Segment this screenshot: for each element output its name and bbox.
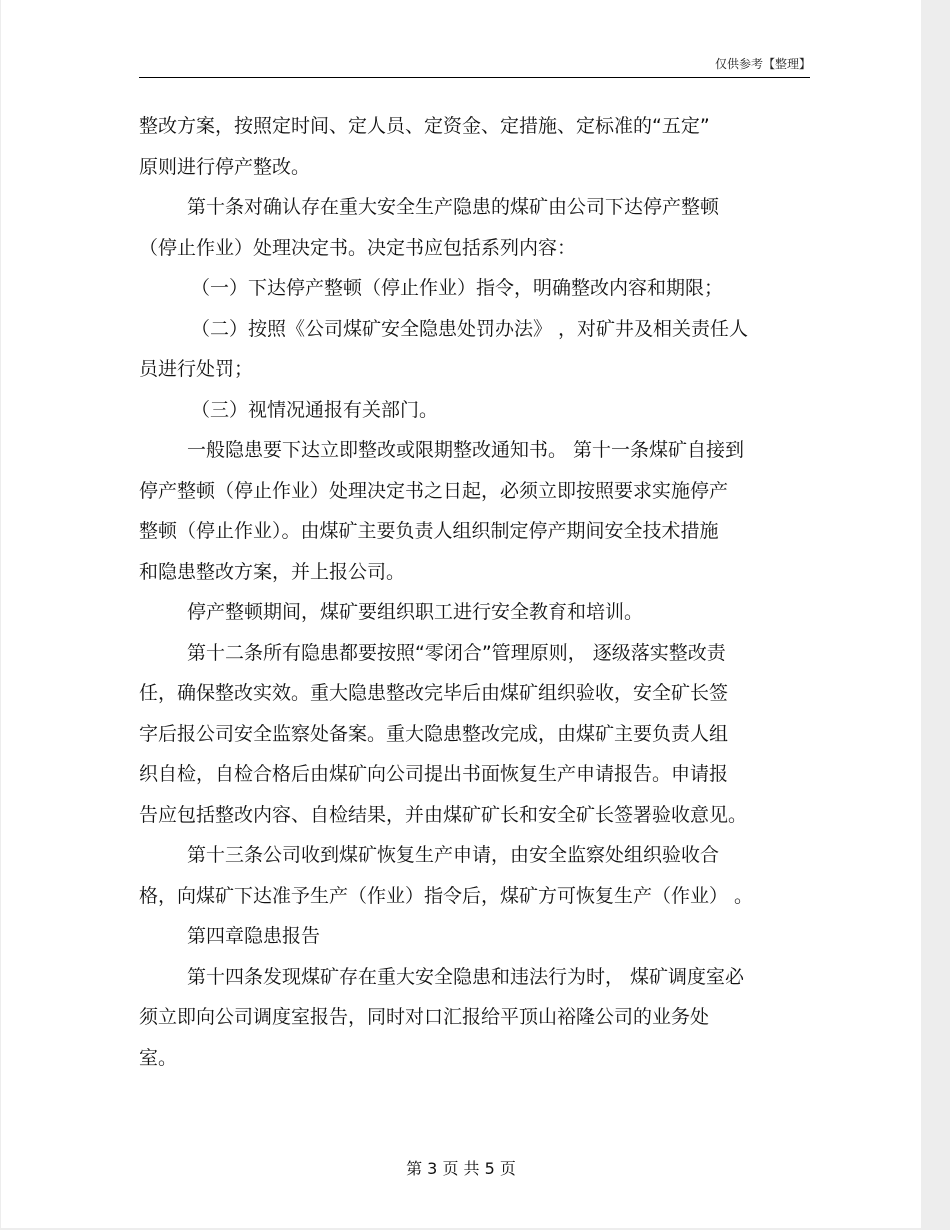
text-line: 任，确保整改实效。重大隐患整改完毕后由煤矿组织验收，安全矿长签 [139,682,729,704]
chapter-heading: 第四章隐患报告 [187,925,321,947]
text-line: 整改方案，按照定时间、定人员、定资金、定措施、定标准的“五定” [139,115,710,137]
page-number: 第 3 页 共 5 页 [406,1159,516,1178]
text-line: 员进行处罚； [139,358,254,380]
text-line: 第十三条公司收到煤矿恢复生产申请，由安全监察处组织验收合 [187,844,720,866]
text-line: 停产整顿期间，煤矿要组织职工进行安全教育和培训。 [187,601,644,623]
header-rule [139,77,810,78]
text-line: （停止作业）处理决定书。决定书应包括系列内容： [139,236,577,259]
text-line: 一般隐患要下达立即整改或限期整改通知书。 第十一条煤矿自接到 [187,439,745,461]
text-line: （二）按照《公司煤矿安全隐患处罚办法》 ，对矿井及相关责任人 [191,317,749,340]
document-page [1,0,921,1228]
text-line: 须立即向公司调度室报告，同时对口汇报给平顶山裕隆公司的业务处 [139,1006,710,1028]
text-line: 停产整顿（停止作业）处理决定书之日起，必须立即按照要求实施停产 [139,479,729,502]
text-line: 字后报公司安全监察处备案。重大隐患整改完成，由煤矿主要负责人组 [139,722,729,745]
text-line: 第十条对确认存在重大安全生产隐患的煤矿由公司下达停产整顿 [187,196,720,218]
text-line: 第十四条发现煤矿存在重大安全隐患和违法行为时， 煤矿调度室必 [187,965,745,988]
text-line: 格，向煤矿下达准予生产（作业）指令后，煤矿方可恢复生产（作业） 。 [139,884,754,907]
text-line: 和隐患整改方案，并上报公司。 [139,560,406,583]
text-line: 告应包括整改内容、自检结果，并由煤矿矿长和安全矿长签署验收意见。 [139,803,748,826]
text-line: 第十二条所有隐患都要按照“零闭合”管理原则， 逐级落实整改责 [187,641,726,664]
document-body [139,106,819,1078]
text-line: 室。 [139,1046,178,1069]
text-line: （一）下达停产整顿（停止作业）指令，明确整改内容和期限； [191,277,724,299]
text-line: 织自检，自检合格后由煤矿向公司提出书面恢复生产申请报告。申请报 [139,763,729,785]
text-line: （三）视情况通报有关部门。 [191,398,439,421]
text-line: 整顿（停止作业）。由煤矿主要负责人组织制定停产期间安全技术措施 [139,520,719,542]
header-note: 仅供参考【整理】 [714,57,811,71]
text-line: 原则进行停产整改。 [139,155,311,178]
